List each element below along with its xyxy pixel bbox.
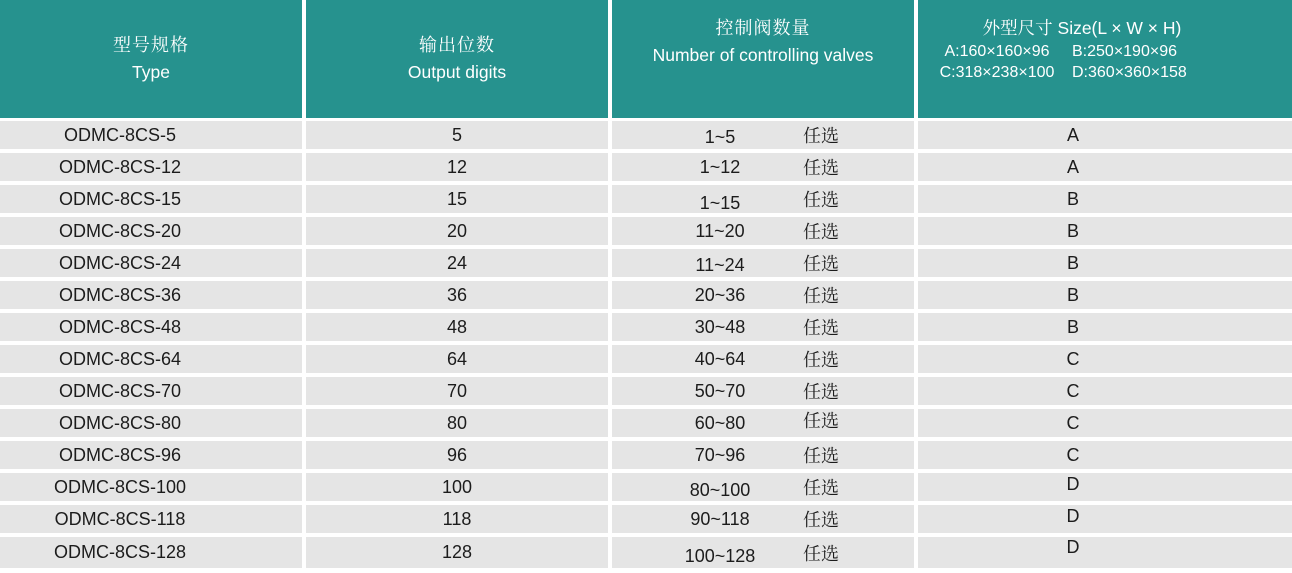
size-cell: B [918, 217, 1292, 245]
valve-range: 1~15 [699, 192, 741, 213]
digits-cell: 20 [306, 217, 608, 245]
header-type-zh: 型号规格 [113, 35, 189, 55]
size-option-a: A:160×160×96 [944, 43, 1050, 60]
header-type-en: Type [132, 62, 170, 82]
model-cell: ODMC-8CS-48 [0, 313, 302, 341]
table-row [0, 473, 1292, 501]
valve-range: 1~12 [699, 156, 741, 177]
size-cell: B [918, 313, 1292, 341]
valve-optional-label: 任选 [803, 190, 839, 210]
digits-cell: 128 [306, 537, 608, 568]
valves-cell [612, 377, 914, 405]
valves-cell [612, 441, 914, 469]
valve-range: 70~96 [694, 444, 746, 465]
table-row [0, 121, 1292, 149]
table-body [0, 121, 1292, 565]
valve-range: 100~128 [684, 546, 756, 566]
valves-cell [612, 217, 914, 245]
model-cell: ODMC-8CS-15 [0, 185, 302, 213]
table-row [0, 377, 1292, 405]
valve-optional-label: 任选 [803, 446, 839, 466]
model-cell: ODMC-8CS-128 [0, 537, 302, 568]
digits-cell: 36 [306, 281, 608, 309]
valve-optional-label: 任选 [803, 478, 839, 498]
digits-cell: 96 [306, 441, 608, 469]
valves-cell [612, 249, 914, 277]
table-row [0, 185, 1292, 213]
valve-optional-label: 任选 [803, 350, 839, 370]
digits-cell: 118 [306, 505, 608, 533]
valve-optional-label: 任选 [803, 318, 839, 338]
valve-optional-label: 任选 [803, 510, 839, 530]
valve-optional-label: 任选 [803, 411, 839, 431]
valve-optional-label: 任选 [803, 254, 839, 274]
digits-cell: 24 [306, 249, 608, 277]
model-cell: ODMC-8CS-70 [0, 377, 302, 405]
model-cell: ODMC-8CS-100 [0, 473, 302, 501]
table-header-row [0, 0, 1292, 118]
size-cell: C [918, 409, 1292, 437]
valves-cell [612, 537, 914, 568]
size-options-line-1 [922, 41, 1177, 62]
valve-optional-label: 任选 [803, 126, 839, 146]
valve-range: 20~36 [694, 284, 746, 305]
valve-optional-label: 任选 [803, 543, 839, 564]
valve-range: 50~70 [694, 380, 746, 401]
table-row [0, 537, 1292, 565]
table-row [0, 313, 1292, 341]
valves-cell [612, 121, 914, 149]
header-output-digits [306, 0, 608, 118]
model-cell: ODMC-8CS-20 [0, 217, 302, 245]
size-cell: C [918, 377, 1292, 405]
size-cell: A [918, 153, 1292, 181]
model-cell: ODMC-8CS-80 [0, 409, 302, 437]
model-cell: ODMC-8CS-12 [0, 153, 302, 181]
table-row [0, 345, 1292, 373]
valves-cell [612, 409, 914, 437]
valve-range: 60~80 [694, 412, 746, 433]
size-option-b: B:250×190×96 [1072, 43, 1177, 60]
header-outline-size-title: 外型尺寸 Size(L × W × H) [982, 18, 1182, 38]
header-output-digits-zh: 输出位数 [419, 35, 495, 55]
size-option-d: D:360×360×158 [1072, 64, 1187, 81]
model-cell: ODMC-8CS-5 [0, 121, 302, 149]
digits-cell: 5 [306, 121, 608, 149]
valves-cell [612, 345, 914, 373]
valve-range: 80~100 [689, 479, 751, 500]
valve-range: 30~48 [694, 316, 746, 337]
valves-cell [612, 473, 914, 501]
model-cell: ODMC-8CS-118 [0, 505, 302, 533]
header-valve-count [612, 0, 914, 118]
size-cell: B [918, 281, 1292, 309]
size-cell: B [918, 249, 1292, 277]
model-cell: ODMC-8CS-36 [0, 281, 302, 309]
digits-cell: 12 [306, 153, 608, 181]
valve-optional-label: 任选 [803, 286, 839, 306]
header-type [0, 0, 302, 118]
digits-cell: 70 [306, 377, 608, 405]
header-output-digits-en: Output digits [407, 62, 507, 82]
model-cell: ODMC-8CS-96 [0, 441, 302, 469]
valve-range: 90~118 [690, 508, 750, 529]
valves-cell [612, 505, 914, 533]
table-row [0, 217, 1292, 245]
valves-cell [612, 281, 914, 309]
size-cell: C [918, 441, 1292, 469]
model-cell: ODMC-8CS-24 [0, 249, 302, 277]
size-cell: A [918, 121, 1292, 149]
size-options-line-2 [922, 62, 1187, 83]
valves-cell [612, 153, 914, 181]
size-cell: C [918, 345, 1292, 373]
size-option-c: C:318×238×100 [939, 64, 1055, 81]
header-outline-size [918, 0, 1292, 118]
header-valve-count-zh: 控制阀数量 [715, 18, 811, 38]
table-row [0, 281, 1292, 309]
digits-cell: 64 [306, 345, 608, 373]
table-row [0, 249, 1292, 277]
valve-optional-label: 任选 [803, 382, 839, 402]
digits-cell: 48 [306, 313, 608, 341]
valve-range: 11~20 [695, 220, 745, 241]
digits-cell: 100 [306, 473, 608, 501]
size-cell: D [918, 473, 1292, 501]
digits-cell: 15 [306, 185, 608, 213]
digits-cell: 80 [306, 409, 608, 437]
valve-range: 11~24 [695, 254, 745, 275]
valve-range: 1~5 [704, 126, 736, 147]
table-row [0, 505, 1292, 533]
valve-range: 40~64 [694, 348, 746, 369]
table-row [0, 409, 1292, 437]
valves-cell [612, 313, 914, 341]
table-row [0, 441, 1292, 469]
valves-cell [612, 185, 914, 213]
table-row [0, 153, 1292, 181]
model-cell: ODMC-8CS-64 [0, 345, 302, 373]
size-cell: B [918, 185, 1292, 213]
valve-optional-label: 任选 [803, 222, 839, 242]
size-cell: D [918, 537, 1292, 568]
size-cell: D [918, 505, 1292, 533]
valve-optional-label: 任选 [803, 158, 839, 178]
header-valve-count-en: Number of controlling valves [652, 45, 874, 65]
